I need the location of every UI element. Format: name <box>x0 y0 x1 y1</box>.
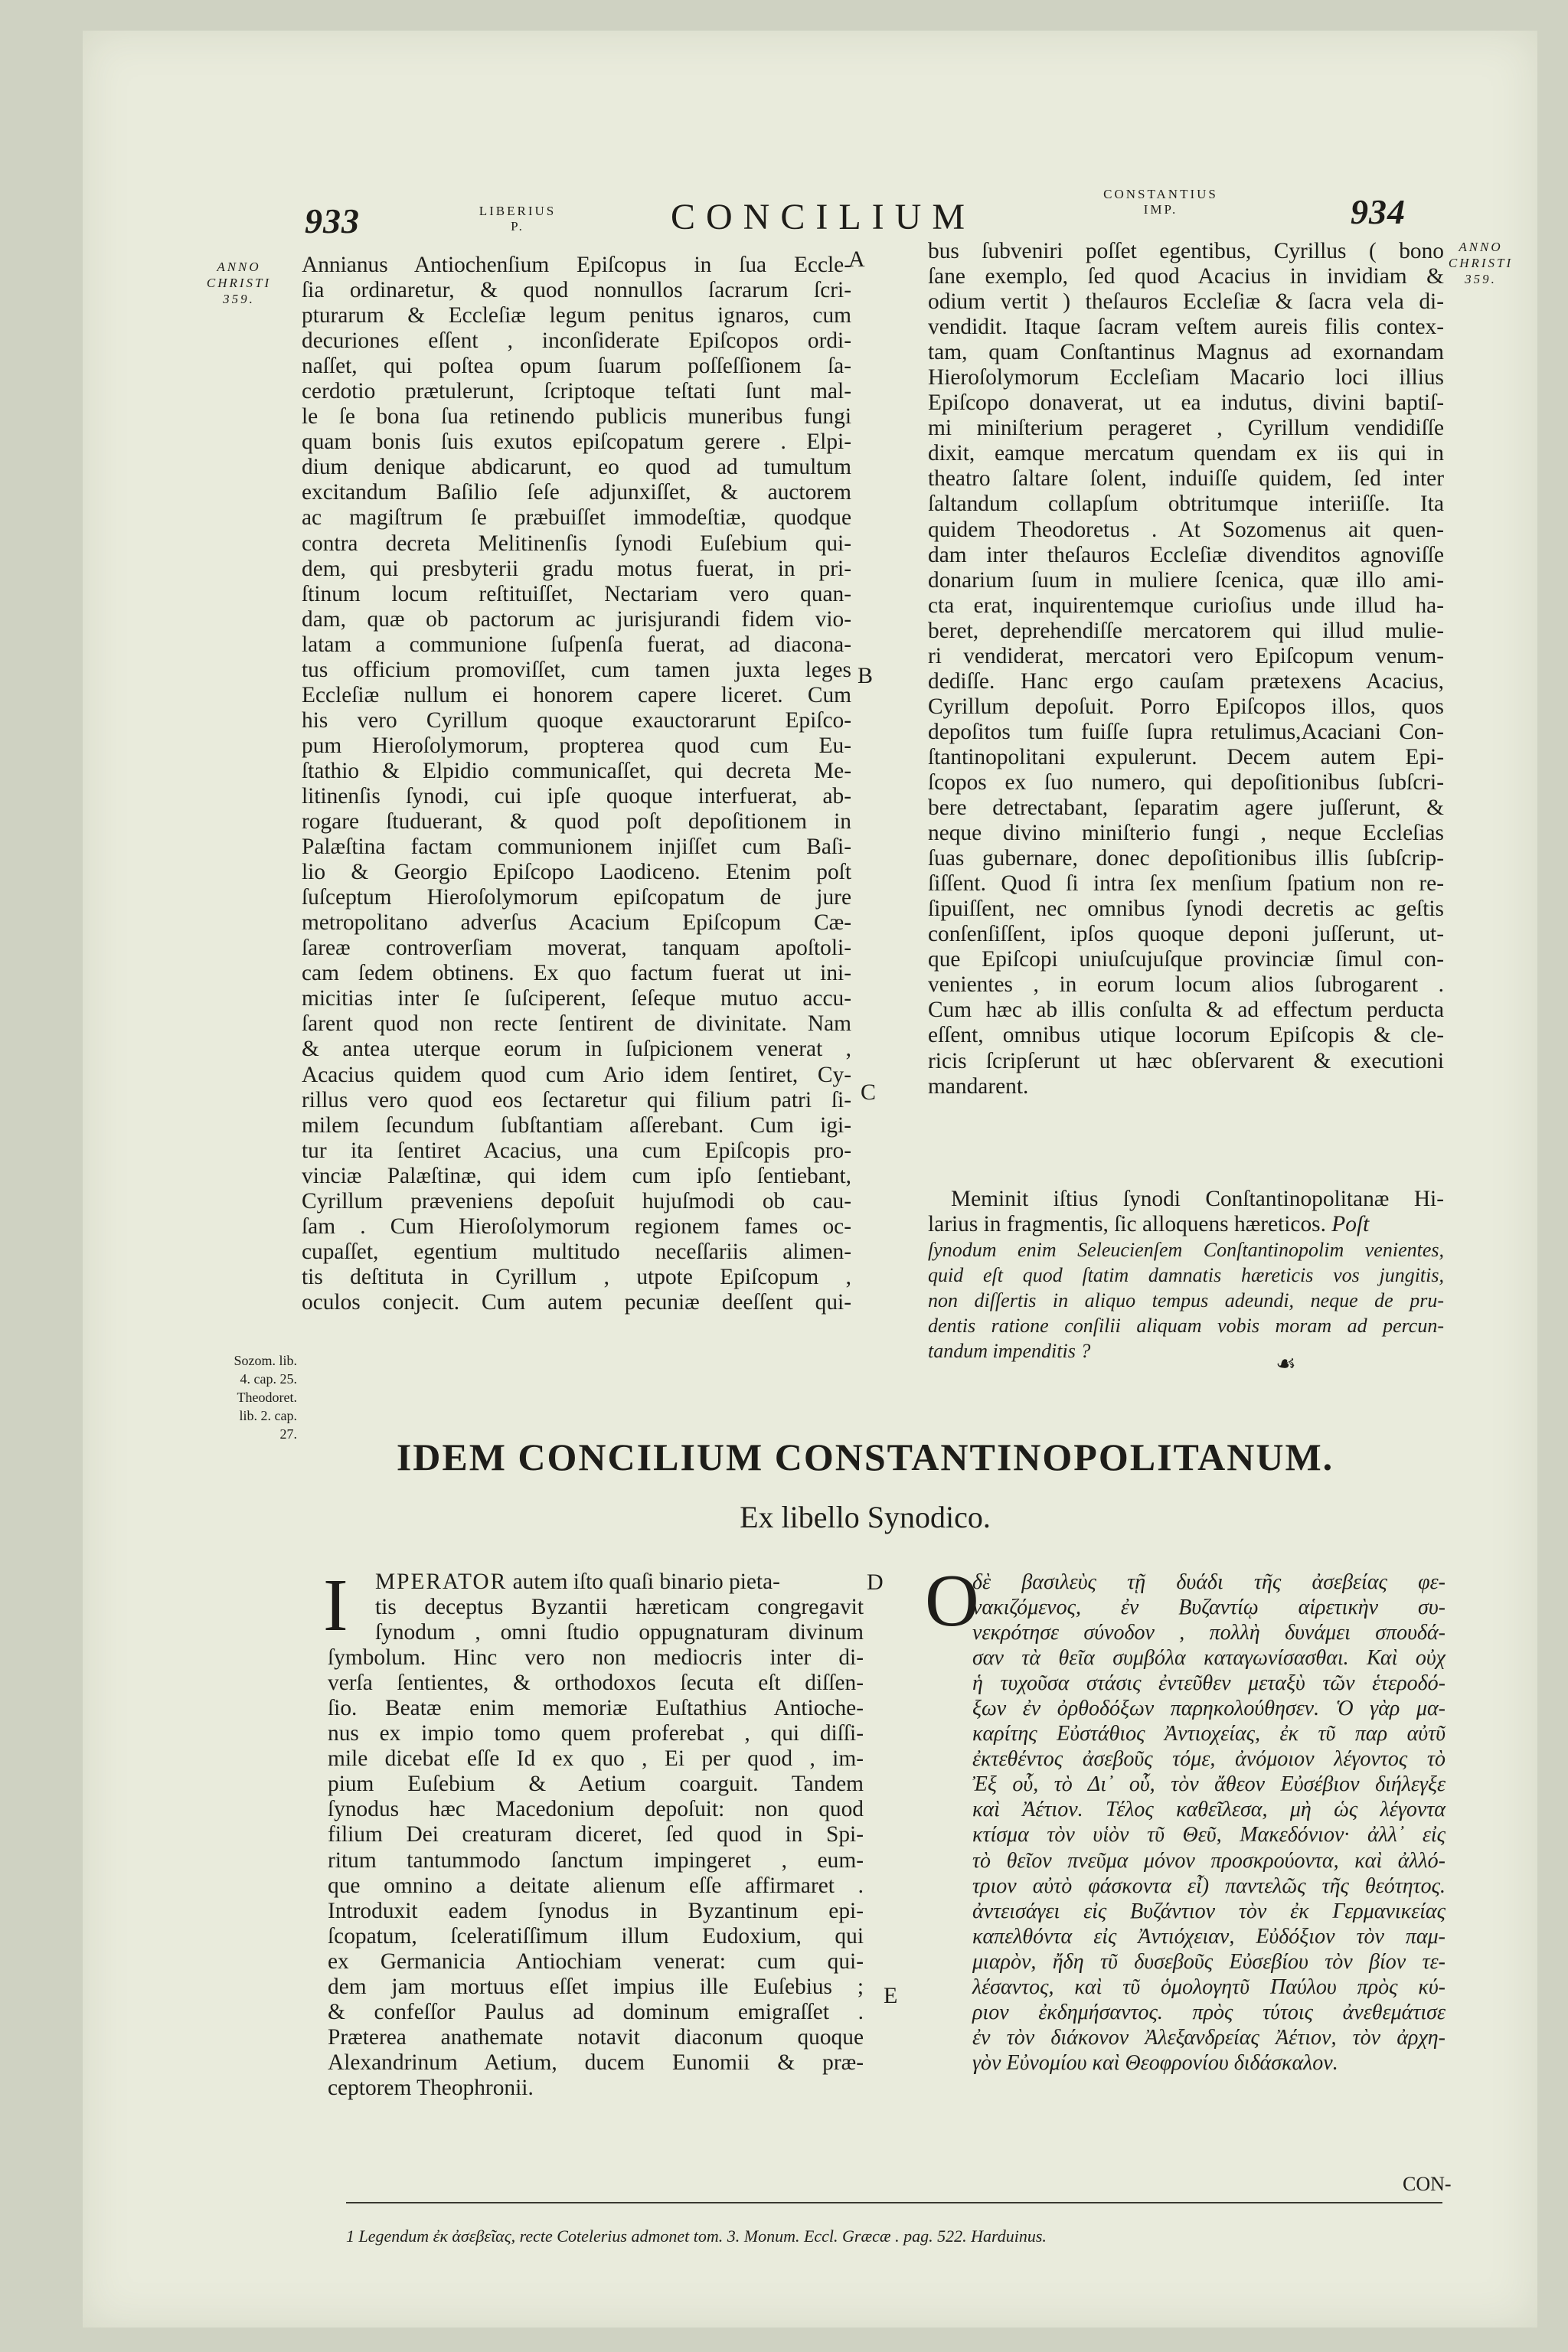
text-line: mi miniſterium perageret , Cyrillum vendidiſſe <box>928 416 1444 441</box>
text-line: ſiſſent. Quod ſi intra ſex menſium ſpatium non re- <box>928 871 1444 897</box>
text-line: tam, quam Conſtantinus Magnus ad exornandam <box>928 340 1444 365</box>
text-line: ri vendiderat, mercatori vero Epiſcopum venum- <box>928 643 1444 668</box>
text-line: ſynodus hæc Macedonium depoſuit: non quod <box>328 1797 864 1822</box>
text-line: nus ex impio tomo quem proferebat , qui diſſi- <box>328 1721 864 1746</box>
text-line: depoſitos tum fuiſſe ſupra retulimus,Acaciani Con- <box>928 719 1444 744</box>
text-line: eſſent, omnibus utique locorum Epiſcopis & cle- <box>928 1023 1444 1048</box>
text-line: dem, qui presbyterii gradu motus fuerat, in pri- <box>302 556 851 581</box>
section-letter-c: C <box>861 1080 877 1105</box>
running-title: CONCILIUM <box>671 197 975 237</box>
text-line: μιαρὸν, ἤδη τῦ δυσεβοῦς Εὐσεβίου τὸν βίον τε- <box>972 1949 1446 1974</box>
text-line: ſuſceptum Hieroſolymorum epiſcopatum de jure <box>302 885 851 910</box>
running-head-left <box>464 204 571 234</box>
text-line: ſane exemplo, ſed quod Acacius in invidiam & <box>928 264 1444 289</box>
anno-left-line2: CHRISTI <box>206 276 272 290</box>
text-line: theatro ſaltare ſolent, induiſſe quidem, ſed inter <box>928 466 1444 492</box>
text-line: Hieroſolymorum Eccleſiam Macario loci illius <box>928 365 1444 390</box>
text-line: conſenſiſſent, ipſos quoque deponi juſſerunt, ut- <box>928 922 1444 947</box>
text-line: quid eſt quod ſtatim damnatis hæreticis vos jungitis, <box>928 1264 1444 1287</box>
side-note-line: 27. <box>279 1426 297 1442</box>
text-line: que Epiſcopi uniuſcujuſque provinciæ ſimul con- <box>928 947 1444 972</box>
text-line: ſio. Beatæ enim memoriæ Euſtathius Antioche- <box>328 1696 864 1721</box>
text-line: micitias inter ſe ſuſciperent, ſeſeque mutuo accu- <box>302 986 851 1011</box>
text-line: νακιζόμενος, ἐν Βυζαντίῳ αἱρετικὴν συ- <box>972 1596 1446 1620</box>
right-column-text <box>928 239 1444 1099</box>
drop-cap-greek: Ο <box>925 1560 979 1642</box>
text-line: vendidit. Itaque ſacram veſtem aureis filis contex- <box>928 315 1444 340</box>
page-number-right: 934 <box>1351 192 1406 231</box>
page-number-left: 933 <box>305 201 360 240</box>
latin-column-text <box>328 1570 864 2101</box>
text-line: quidem Theodoretus . At Sozomenus ait quen- <box>928 517 1444 542</box>
text-line: τριον αὐτὸ φάσκοντα εἶ) παντελῶς τῆς θεότητος. <box>972 1873 1446 1898</box>
greek-column-text <box>972 1570 1446 2076</box>
text-span: larius in fragmentis, ſic alloquens hæreticos. <box>928 1212 1326 1237</box>
text-line: Epiſcopo donaverat, ut ea indutus, divini baptiſ- <box>928 390 1444 416</box>
text-line: milem ſecundum ſubſtantiam aſſerebant. Cum igi- <box>302 1112 851 1138</box>
text-line <box>928 1212 1444 1237</box>
text-line: ſymbolum. Hinc vero non mediocris inter di- <box>328 1645 864 1671</box>
text-line: tis deſtituta in Cyrillum , utpote Epiſcopum , <box>302 1264 851 1289</box>
text-line: Præterea anathemate notavit diaconum quoque <box>328 2024 864 2050</box>
text-line: dam inter theſauros Eccleſiæ divenditos agnoviſſe <box>928 542 1444 567</box>
footnote: 1 Legendum ἐκ ἀσεβεῖας, recte Cotelerius admonet tom. 3. Monum. Eccl. Græcæ . pag. 522. Harduinus. <box>346 2226 1047 2246</box>
text-line: γὸν Εὐνομίου καὶ Θεοφρονίου διδάσκαλον. <box>972 2050 1338 2075</box>
right-column-paragraph-2 <box>928 1187 1444 1237</box>
text-line: καπελθόντα εἰς Ἀντιόχειαν, Εὐδόξιον τὸν παμ- <box>972 1924 1446 1949</box>
text-line: bus ſubveniri poſſet egentibus, Cyrillus ( bono <box>928 239 1444 263</box>
text-line: ſareæ controverſiam moverat, tanquam apoſtoli- <box>302 936 851 961</box>
text-line: venientes , in eorum locum alios ſubrogarent . <box>928 972 1444 998</box>
text-line: le ſe bona ſua retinendo publicis muneribus fungi <box>302 404 851 430</box>
text-line: donarium ſuum in muliere ſcenica, quæ illo ami- <box>928 567 1444 593</box>
text-line: ſcopatum, ſceleratiſſimum illum Eudoxium, qui <box>328 1923 864 1949</box>
anno-left-line1: ANNO <box>217 260 261 274</box>
text-line: νεκρότησε σύνοδον , πολλὴ δυνάμει σπουδά- <box>972 1621 1446 1645</box>
text-line: ricis ſcripſerunt ut hæc obſervarent & executioni <box>928 1048 1444 1073</box>
text-line: litinenſis ſynodi, cui ipſe quoque interfuerat, ab- <box>302 783 851 808</box>
anno-right-line2: CHRISTI <box>1448 256 1514 270</box>
text-line: ἐν τὸν διάκονον Ἀλεξανδρείας Ἀέτιον, τὸν ἀρχη- <box>972 2025 1446 2050</box>
text-line: ἡ τυχοῦσα στάσις ἐντεῦθεν μεταξὺ τῶν ἑτεροδό- <box>972 1671 1446 1696</box>
first-word: MPERATOR <box>375 1570 508 1594</box>
text-line: Palæſtina factam communionem injiſſet cum Baſi- <box>302 835 851 860</box>
text-line: ſtathio & Elpidio communicaſſet, qui decreta Me- <box>302 758 851 783</box>
anno-christi-right <box>1435 239 1527 287</box>
anno-right-line1: ANNO <box>1459 240 1503 254</box>
text-line: ſaltandum collapſum obtritumque interiiſſe. Ita <box>928 492 1444 517</box>
fleuron-ornament: ☙ <box>1276 1351 1296 1377</box>
text-line: dentis ratione conſilii aliquam vobis moram ad percun- <box>928 1315 1444 1338</box>
running-head-left-line1: LIBERIUS <box>479 204 557 218</box>
text-line: dediſſe. Hanc ergo cauſam prætexens Acacius, <box>928 668 1444 694</box>
text-line: & antea uterque eorum in ſuſpicionem venerat , <box>302 1037 851 1062</box>
text-line: ſynodum , omni ſtudio oppugnaturam divinum <box>375 1620 864 1645</box>
text-line: neque divino miniſterio fungi , neque Eccleſias <box>928 821 1444 846</box>
text-line: Annianus Antiochenſium Epiſcopus in ſua Eccle- <box>302 253 851 277</box>
text-span: autem iſto quaſi binario pieta- <box>507 1570 780 1594</box>
anno-christi-left <box>193 259 285 307</box>
text-line: beret, deprehendiſſe mercatorem qui illud mulie- <box>928 618 1444 643</box>
side-note-line: Theodoret. <box>237 1390 297 1405</box>
text-line: ſuas gubernare, donec depoſitionibus illis ſubſcrip- <box>928 846 1444 871</box>
text-line: ſtinum locum reſtituiſſet, Nectariam vero quan- <box>302 581 851 606</box>
text-line: dixit, eamque mercatum quendam ex iis qui in <box>928 441 1444 466</box>
text-line: ἐκτεθέντος ἀσεβοῦς τόμε, ἀνόμοιον λέγοντος τὸ <box>972 1747 1446 1772</box>
text-line: rillus vero quod eos ſectaretur qui filium patri ſi- <box>302 1087 851 1112</box>
text-line: bere detrectabant, ſeparatim agere juſſerunt, & <box>928 795 1444 821</box>
text-line: dium denique abdicarunt, eo quod ad tumultum <box>302 455 851 480</box>
text-line: rogare ſtuduerant, & quod poſt depoſitionem in <box>302 809 851 835</box>
text-line: odium vertit ) theſauros Eccleſiæ & ſacra vela di- <box>928 289 1444 315</box>
text-line: filium Dei creaturam diceret, ſed quod in Spi- <box>328 1822 864 1847</box>
text-line: Alexandrinum Aetium, ducem Eunomii & præ- <box>328 2050 864 2075</box>
section-letter-b: B <box>858 663 874 688</box>
text-line: κτίσμα τὸν υἱὸν τῦ Θεῦ, Μακεδόνιον· ἀλλ᾽ εἰς <box>972 1823 1446 1847</box>
anno-right-year: 359. <box>1465 272 1497 286</box>
section-letter-d: D <box>867 1570 884 1595</box>
text-line: ſarent quod non recte ſentirent de divinitate. Nam <box>302 1011 851 1037</box>
text-line: cam ſedem obtinens. Ex quo factum fuerat ut ini- <box>302 961 851 986</box>
text-line: cerdotio prætulerunt, ſcriptoque teſtati ſunt mal- <box>302 379 851 404</box>
text-line: oculos conjecit. Cum autem pecuniæ deeſſent qui- <box>302 1289 851 1315</box>
text-line: ſynodum enim Seleucienſem Conſtantinopolim venientes, <box>928 1239 1444 1261</box>
side-note-references <box>207 1351 297 1443</box>
text-line: mandarent. <box>928 1073 1029 1099</box>
text-line: vinciæ Palæſtinæ, qui idem cum ipſo ſentiebant, <box>302 1163 851 1188</box>
text-line: excitandum Baſilio ſeſe adjunxiſſet, & auctorem <box>302 480 851 505</box>
section-title: IDEM CONCILIUM CONSTANTINOPOLITANUM. <box>396 1436 1334 1478</box>
text-line: ξων ἐν ὀρθοδόξων παρηκολούθησεν. Ὁ γὰρ μα- <box>972 1697 1446 1721</box>
text-line: pium Euſebium & Aetium coarguit. Tandem <box>328 1772 864 1797</box>
text-line: ſtantinopolitani expulerunt. Decem autem Epi- <box>928 744 1444 769</box>
italic-span: Poſt <box>1331 1212 1370 1237</box>
running-head-right-line1: CONSTANTIUS <box>1103 187 1218 201</box>
text-line: decuriones eſſent , inconſiderate Epiſcopos ordi- <box>302 328 851 354</box>
section-letter-a: A <box>848 247 865 272</box>
text-line: dam, quæ ob pactorum ac jurisjurandi fidem vio- <box>302 606 851 632</box>
text-line: que omnino a deitate alienum eſſe affirmaret . <box>328 1873 864 1898</box>
text-line: ſia ordinaretur, & quod nonnullos ſacrarum ſcri- <box>302 278 851 303</box>
text-line: ritum tantummodo ſanctum impingeret , eum- <box>328 1847 864 1873</box>
text-line: tandum impenditis ? <box>928 1340 1091 1363</box>
text-line: καρίτης Εὐστάθιος Ἀντιοχείας, ἐκ τῦ παρ αὐτῦ <box>972 1722 1446 1746</box>
running-head-right <box>1069 187 1253 217</box>
left-column-text <box>302 253 851 1315</box>
text-line: τὸ θεῖον πνεῦμα μόνον προσκρούοντα, καὶ ἀλλό- <box>972 1848 1446 1873</box>
text-line: ceptorem Theophronii. <box>328 2075 534 2100</box>
text-line: dem jam mortuus eſſet impius ille Euſebius ; <box>328 1974 864 1999</box>
text-line: ſcopos ex ſuo numero, qui depoſitionibus ſubſcri- <box>928 769 1444 795</box>
side-note-line: Sozom. lib. <box>234 1353 297 1368</box>
anno-left-year: 359. <box>223 292 255 306</box>
section-subtitle: Ex libello Synodico. <box>740 1500 991 1534</box>
text-line: δὲ βασιλεὺς τῇ δυάδι τῆς ἀσεβείας φε- <box>972 1570 1446 1594</box>
text-line: non diſſertis in aliquo tempus adeundi, neque de pru- <box>928 1289 1444 1312</box>
text-line: Eccleſiæ nullum ei honorem capere liceret. Cum <box>302 682 851 707</box>
text-line: latam a communione ſuſpenſa fuerat, ad diacona- <box>302 632 851 657</box>
running-head-right-line2: IMP. <box>1143 202 1178 217</box>
text-line: verſa ſentientes, & orthodoxos ſecuta eſt diſſen- <box>328 1671 864 1696</box>
running-head-left-line2: P. <box>511 219 524 234</box>
text-line: σαν τὰ θεῖα συμβόλα καταγωνίσασθαι. Καὶ οὐχ <box>972 1646 1446 1671</box>
text-line <box>328 1570 864 1595</box>
side-note-line: lib. 2. cap. <box>239 1408 297 1423</box>
text-line: ac magiſtrum ſe præbuiſſet immodeſtiæ, quodque <box>302 505 851 531</box>
text-line: Acacius quidem quod cum Ario idem ſentiret, Cy- <box>302 1062 851 1087</box>
text-line: contra decreta Melitinenſis ſynodi Euſebium qui- <box>302 531 851 556</box>
text-line: cta erat, inquirentemque curioſius unde illud ha- <box>928 593 1444 618</box>
text-line: his vero Cyrillum quoque exauctorarunt Epiſco- <box>302 707 851 733</box>
text-line: naſſet, qui poſtea opum ſuarum poſſeſſionem ſa- <box>302 354 851 379</box>
text-line: cupaſſet, egentium multitudo neceſſariis alimen- <box>302 1239 851 1264</box>
text-line: Cum hæc ab illis conſulta & ad effectum perducta <box>928 998 1444 1023</box>
catchword: CON- <box>1403 2173 1452 2195</box>
text-line: pum Hieroſolymorum, propterea quod cum Eu- <box>302 733 851 758</box>
text-line: mile dicebat eſſe Id ex quo , Ei per quod , im- <box>328 1746 864 1772</box>
text-line: Introduxit eadem ſynodus in Byzantinum epi- <box>328 1898 864 1923</box>
text-line: ἀντεισάγει εἰς Βυζάντιον τὸν ἐκ Γερμανικείας <box>972 1899 1446 1923</box>
text-line: Cyrillum depoſuit. Porro Epiſcopos illos, quos <box>928 694 1444 719</box>
text-line: Cyrillum præveniens depoſuit hujuſmodi ob cau- <box>302 1188 851 1214</box>
section-letter-e: E <box>884 1983 898 2008</box>
text-line: tus officium promoviſſet, cum tamen juxta leges <box>302 657 851 682</box>
text-line: Meminit iſtius ſynodi Conſtantinopolitanæ Hi- <box>951 1187 1444 1211</box>
text-line: ex Germanicia Antiochiam venerat: cum qui- <box>328 1949 864 1974</box>
side-note-line: 4. cap. 25. <box>240 1371 297 1387</box>
text-line: lio & Georgio Epiſcopo Laodiceno. Etenim poſt <box>302 860 851 885</box>
text-line: quam bonis ſuis exutos epiſcopatum gerere . Elpi- <box>302 430 851 455</box>
text-line: λέσαντος, καὶ τῦ ὁμολογητῦ Παύλου πρὸς κύ- <box>972 1975 1446 1999</box>
text-line: tur ita ſentiret Acacius, una cum Epiſcopis pro- <box>302 1138 851 1163</box>
text-line: ſam . Cum Hieroſolymorum regionem fames oc- <box>302 1214 851 1239</box>
text-line: καὶ Ἀέτιον. Τέλος καθεῖλεσα, μὴ ὡς λέγοντα <box>972 1798 1446 1822</box>
text-line: Ἐξ οὗ, τὸ Δι᾽ οὗ, τὸν ἄθεον Εὐσέβιον διήλεγξε <box>972 1772 1446 1797</box>
drop-cap-latin: I <box>323 1564 348 1647</box>
text-line: ριον ἐκδημήσαντος. πρὸς τύτοις ἀνεθεμάτισε <box>972 2000 1446 2024</box>
text-line: pturarum & Eccleſiæ legum penitus ignaros, cum <box>302 303 851 328</box>
text-line: ſipuiſſent, nec omnibus ſynodi decretis ac geſtis <box>928 897 1444 922</box>
footnote-rule <box>346 2202 1442 2203</box>
text-line: tis deceptus Byzantii hæreticam congregavit <box>375 1595 864 1620</box>
hilarius-quotation <box>928 1237 1444 1364</box>
text-line: metropolitano adverſus Acacium Epiſcopum Cæ- <box>302 910 851 936</box>
text-line: & confeſſor Paulus ad dominum emigraſſet . <box>328 1999 864 2024</box>
